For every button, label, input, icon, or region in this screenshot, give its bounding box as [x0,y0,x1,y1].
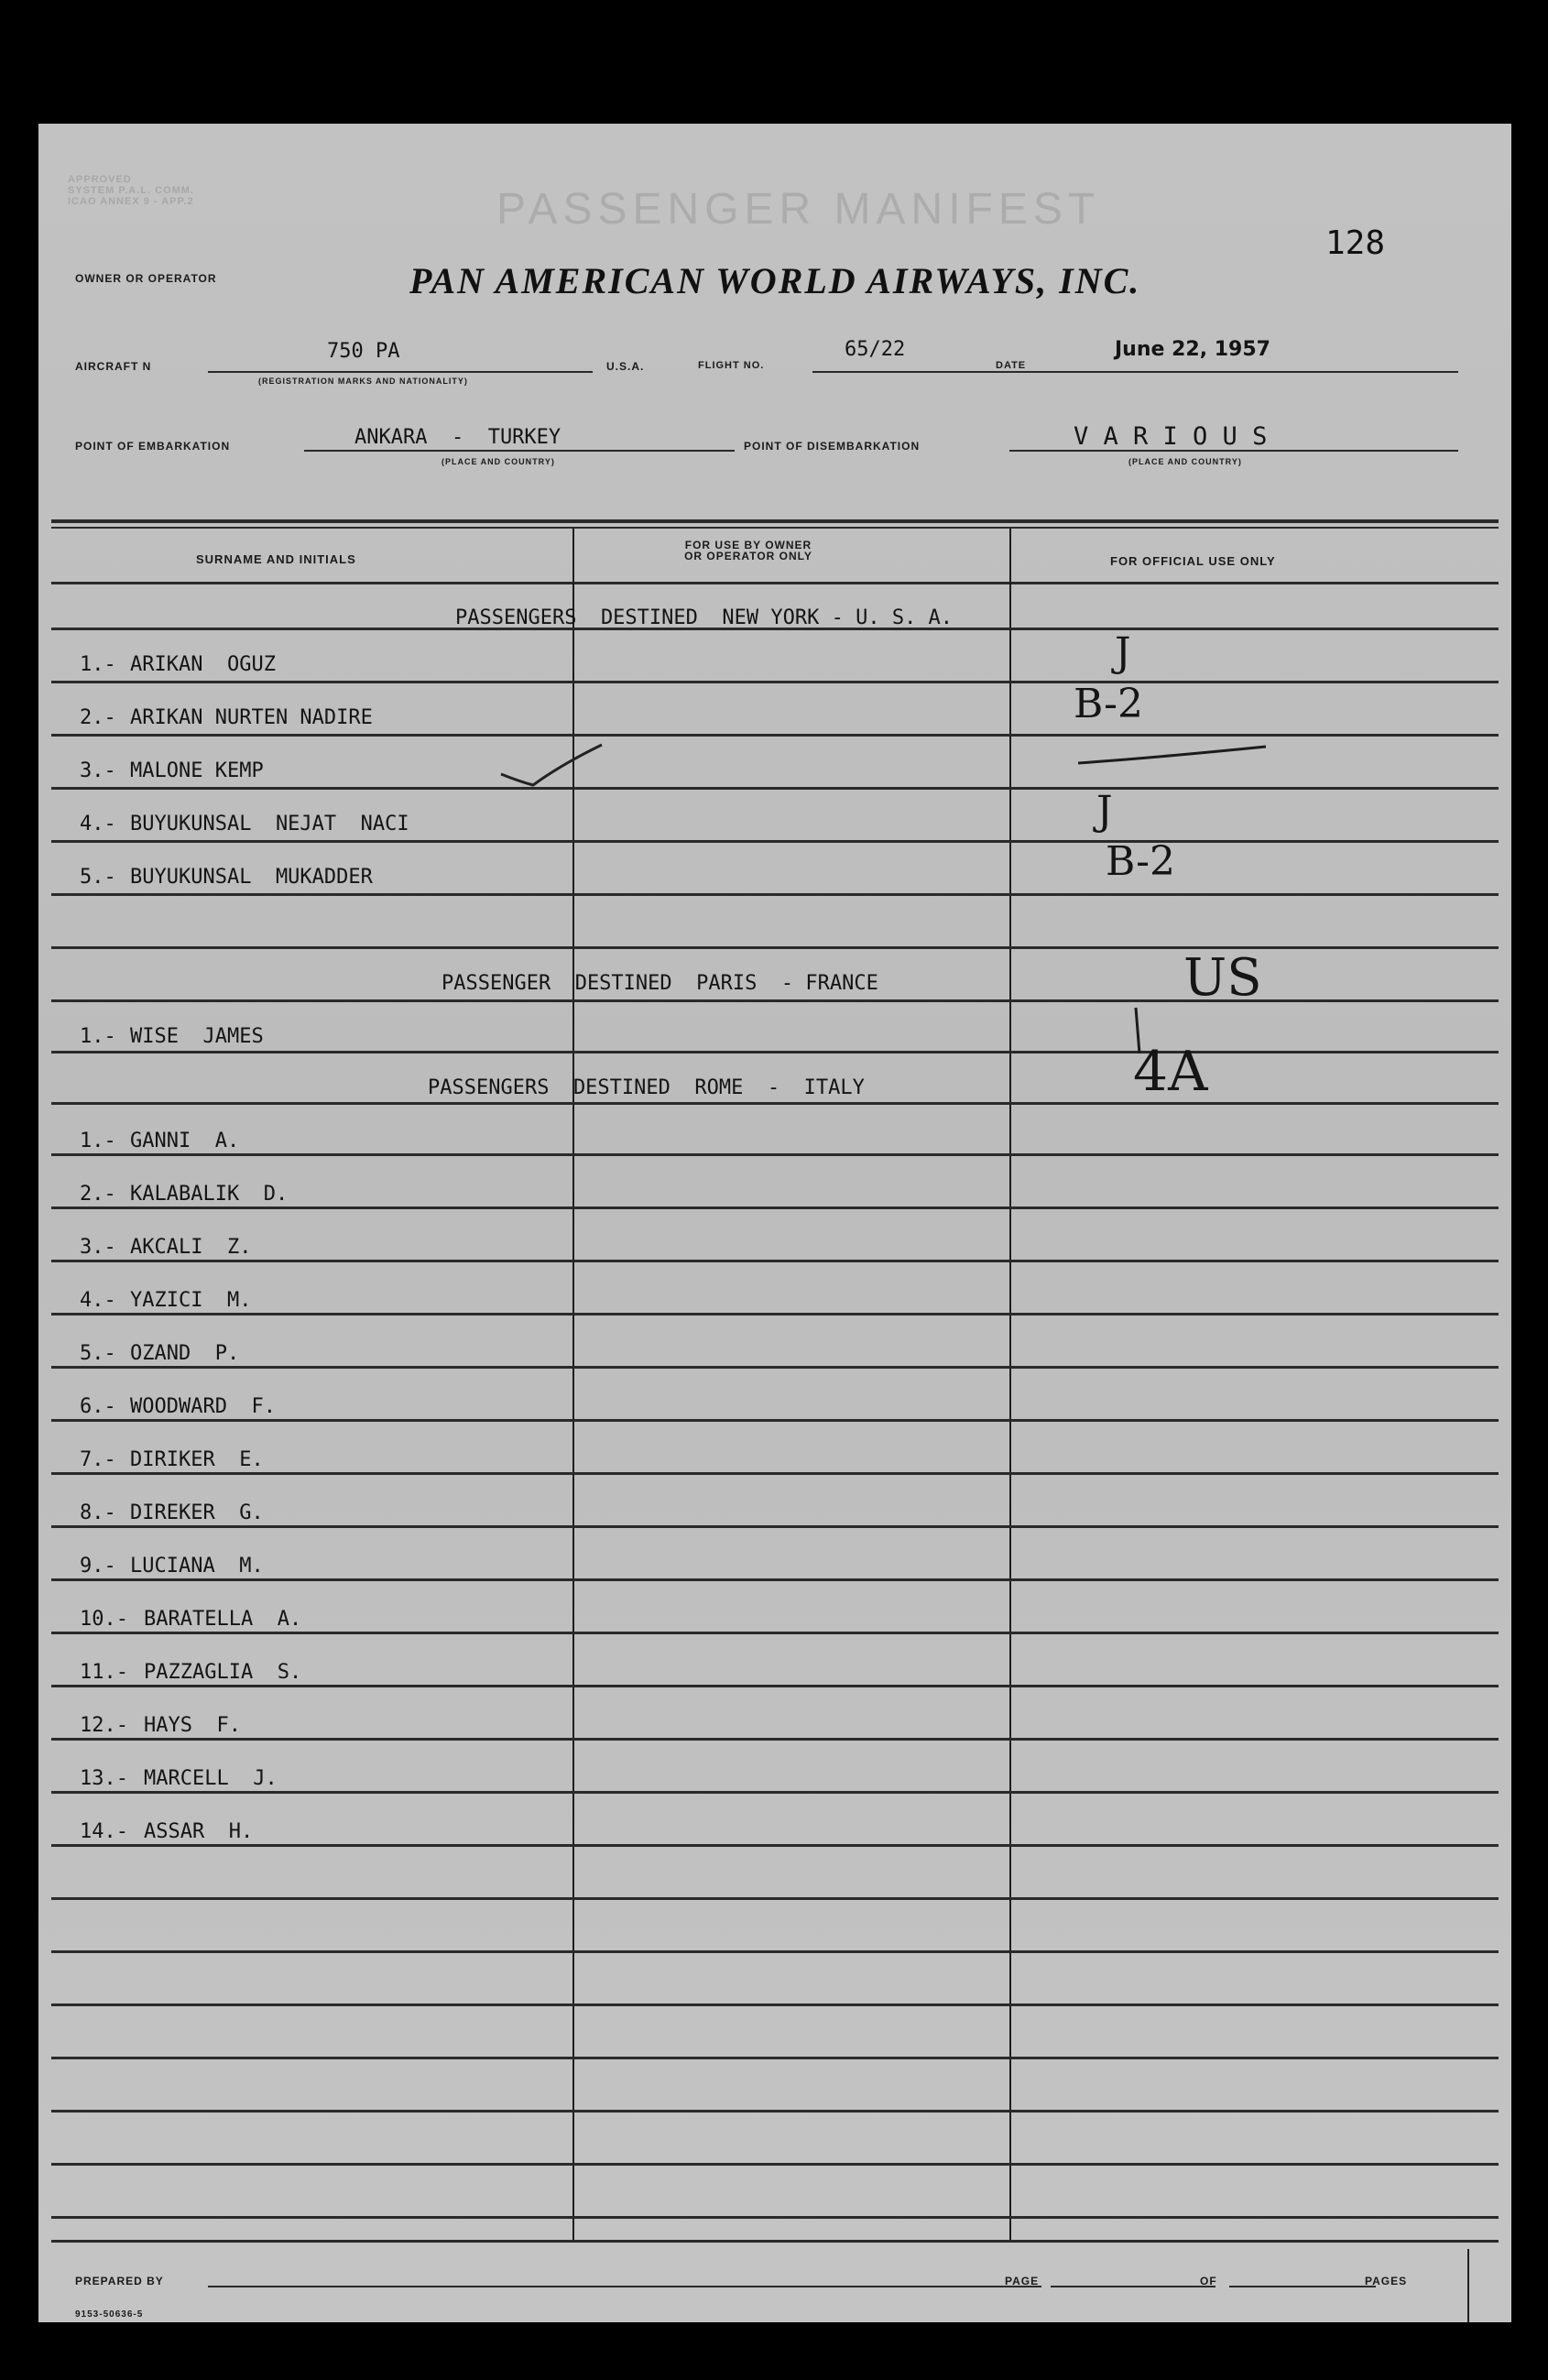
stamp-line: ICAO ANNEX 9 - APP.2 [68,196,194,207]
row-rule [51,946,1499,949]
check-mark-icon [496,737,606,792]
passenger-number: 10.- [80,1608,128,1631]
passenger-number: 12.- [80,1714,128,1737]
passenger-name: PAZZAGLIA S. [144,1661,302,1684]
passenger-name: ARIKAN NURTEN NADIRE [130,706,373,729]
passenger-number: 9.- [80,1555,116,1578]
date-rule [1037,371,1458,373]
col-surname-header: SURNAME AND INITIALS [196,552,356,566]
header-bottom-rule [51,582,1499,584]
passenger-name: BARATELLA A. [144,1608,302,1631]
row-rule [51,2163,1499,2166]
flight-rule [812,371,1037,373]
passenger-name: MALONE KEMP [130,759,264,782]
row-rule [51,1419,1499,1422]
row-rule [51,1366,1499,1369]
passenger-name: WISE JAMES [130,1025,264,1048]
passenger-name: YAZICI M. [130,1289,252,1312]
passenger-name: MARCELL J. [144,1767,278,1790]
prepared-label: PREPARED BY [75,2275,164,2287]
col-operator-header: FOR USE BY OWNER OR OPERATOR ONLY [684,539,812,562]
passenger-name: DIREKER G. [130,1501,264,1524]
row-rule [51,1472,1499,1475]
row-rule [51,1950,1499,1953]
passenger-name: AKCALI Z. [130,1236,252,1259]
passenger-name: KALABALIK D. [130,1183,289,1206]
aircraft-rule [208,371,593,373]
approval-stamp [68,174,194,207]
manifest-page [38,124,1511,2322]
passenger-name: HAYS F. [144,1714,241,1737]
row-rule [51,1685,1499,1687]
passenger-number: 3.- [80,1236,116,1259]
passenger-name: ARIKAN OGUZ [130,653,276,676]
passenger-number: 7.- [80,1448,116,1471]
passenger-number: 1.- [80,1025,116,1048]
row-rule [51,787,1499,790]
passenger-name: ASSAR H. [144,1820,254,1843]
passenger-number: 4.- [80,813,116,835]
row-rule [51,1153,1499,1156]
of-label: OF [1200,2275,1217,2287]
official-mark-2: B-2 [1074,681,1144,727]
embark-value: ANKARA - TURKEY [354,426,561,449]
col-official-header: FOR OFFICIAL USE ONLY [1110,554,1276,568]
disembark-label: POINT OF DISEMBARKATION [744,440,921,453]
edge-mark [1467,2249,1469,2322]
table-top-rule [51,527,1499,529]
passenger-number: 6.- [80,1395,116,1418]
row-rule [51,1525,1499,1528]
section-paris: PASSENGER DESTINED PARIS - FRANCE [442,972,878,995]
embark-rule [304,450,735,452]
aircraft-caption: (REGISTRATION MARKS AND NATIONALITY) [258,377,468,386]
row-rule [51,681,1499,683]
flight-value: 65/22 [845,338,906,361]
passenger-number: 1.- [80,653,116,676]
official-mark-4: J [1096,788,1113,835]
page-label: PAGE [1005,2275,1040,2287]
row-rule [51,1578,1499,1581]
row-rule [51,1791,1499,1794]
usa-label: U.S.A. [606,360,645,373]
passenger-number: 2.- [80,1183,116,1206]
stamp-line: SYSTEM P.A.L. COMM. [68,185,194,196]
pages-label: PAGES [1365,2275,1408,2287]
owner-label: OWNER OR OPERATOR [75,272,217,285]
row-rule [51,1102,1499,1105]
row-rule [51,1738,1499,1741]
section-rome: PASSENGERS DESTINED ROME - ITALY [428,1076,865,1099]
row-rule [51,1260,1499,1262]
page-number: 128 [1325,224,1386,262]
row-rule [51,734,1499,737]
stamp-line: APPROVED [68,174,132,185]
of-rule [1229,2286,1376,2287]
section-new-york: PASSENGERS DESTINED NEW YORK - U. S. A. [455,606,954,629]
passenger-name: LUCIANA M. [130,1555,264,1578]
official-mark-1: J [1115,629,1131,676]
row-rule [51,1844,1499,1847]
passenger-number: 5.- [80,866,116,889]
official-mark-5: B-2 [1106,838,1176,885]
passenger-number: 1.- [80,1130,116,1152]
passenger-name: BUYUKUNSAL NEJAT NACI [130,813,409,835]
disembark-caption: (PLACE AND COUNTRY) [1128,457,1242,466]
passenger-name: DIRIKER E. [130,1448,264,1471]
official-dash-mark-icon [1074,737,1275,774]
row-rule [51,1313,1499,1316]
row-rule [51,1206,1499,1209]
disembark-value: V A R I O U S [1074,422,1268,451]
embark-caption: (PLACE AND COUNTRY) [442,457,555,466]
passenger-name: WOODWARD F. [130,1395,276,1418]
row-rule [51,1897,1499,1900]
passenger-name: OZAND P. [130,1342,240,1365]
row-rule [51,2216,1499,2219]
passenger-name: GANNI A. [130,1130,240,1152]
row-rule [51,2003,1499,2006]
flight-label: FLIGHT NO. [698,360,765,371]
date-label: DATE [996,360,1027,371]
aircraft-label: AIRCRAFT N [75,360,152,373]
passenger-number: 5.- [80,1342,116,1365]
row-rule [51,999,1499,1002]
row-rule [51,2057,1499,2059]
row-rule [51,2110,1499,2113]
aircraft-value: 750 PA [327,340,400,363]
passenger-number: 8.- [80,1501,116,1524]
official-mark-us: US [1183,948,1262,1008]
company-name: PAN AMERICAN WORLD AIRWAYS, INC. [409,260,1141,301]
passenger-number: 14.- [80,1820,128,1843]
form-title: PASSENGER MANIFEST [496,185,1101,234]
row-rule [51,893,1499,896]
embark-label: POINT OF EMBARKATION [75,440,231,453]
page-rule [1051,2286,1216,2287]
footer-rule [51,2240,1499,2243]
passenger-number: 13.- [80,1767,128,1790]
passenger-number: 2.- [80,706,116,729]
row-rule [51,1051,1499,1054]
prepared-rule [208,2286,1041,2287]
form-code: 9153-50636-5 [75,2309,144,2320]
passenger-number: 3.- [80,759,116,782]
passenger-number: 4.- [80,1289,116,1312]
official-mark-4a: 4A [1133,1040,1208,1104]
row-rule [51,840,1499,843]
row-rule [51,1632,1499,1634]
table-top-rule [51,519,1499,523]
date-value: June 22, 1957 [1115,338,1270,361]
column-divider [1009,529,1011,2242]
passenger-number: 11.- [80,1661,128,1684]
passenger-name: BUYUKUNSAL MUKADDER [130,866,373,889]
